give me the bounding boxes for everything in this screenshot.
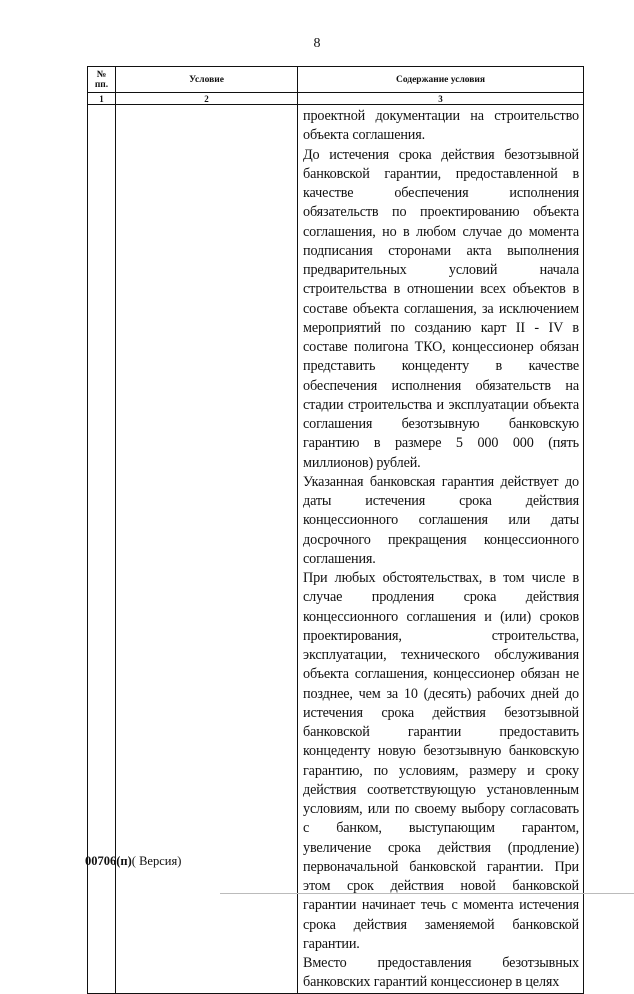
document-version: ( Версия) — [131, 854, 182, 868]
row-content-cell — [298, 105, 584, 994]
column-number: 2 — [116, 93, 298, 105]
header-content: Содержание условия — [298, 67, 584, 93]
document-code — [85, 854, 181, 869]
content-paragraph: проектной документации на строительство объекта соглашения. — [303, 108, 579, 144]
column-number: 1 — [88, 93, 116, 105]
content-paragraph: До истечения срока действия безотзывной банковской гарантии, предоставленной в качестве обеспечения исполнения обязательств по проектированию объекта соглашения, но в любом случае до момента подписания сторонами акта выполнения предварительных условий начала строительства в отношении всех объектов в составе объекта соглашения, за исключением мероприятий по созданию карт II - IV в составе полигона ТКО, концессионер обязан представить концеденту в качестве обеспечения исполнения обязательств на стадии строительства и эксплуатации объекта соглашения безотзывную банковскую гарантию в размере 5 000 000 (пять миллионов) рублей. — [303, 146, 579, 471]
page-number: 8 — [313, 36, 321, 51]
table-header-row — [88, 67, 584, 93]
header-num: № пп. — [88, 67, 116, 93]
scan-edge-line — [220, 893, 634, 894]
column-number: 3 — [298, 93, 584, 105]
content-paragraph: Указанная банковская гарантия действует до даты истечения срока действия концессионного соглашения или даты досрочного прекращения концессионного соглашения. — [303, 473, 579, 567]
column-number-row — [88, 93, 584, 105]
content-paragraph: При любых обстоятельствах, в том числе в случае продления срока действия концессионного соглашения и (или) сроков проектирования, строительства, эксплуатации, технического обслуживания объекта соглашения, концессионер обязан не позднее, чем за 10 (десять) рабочих дней до истечения срока действия безотзывной банковской гарантии предоставить концеденту новую безотзывную банковскую гарантию, по условиям, размеру и сроку действия соответствующую установленным условиям, или по своему выбору согласовать с банком, выступающим гарантом, увеличение срока действия (продление) первоначальной банковской гарантии. При этом срок действия новой банковской гарантии начинает течь с момента истечения срока действия заменяемой банковской гарантии. — [303, 570, 579, 952]
document-code-number: 00706(п) — [85, 854, 132, 868]
content-paragraph: Вместо предоставления безотзывных банковских гарантий концессионер в целях — [303, 955, 579, 991]
header-condition: Условие — [116, 67, 298, 93]
